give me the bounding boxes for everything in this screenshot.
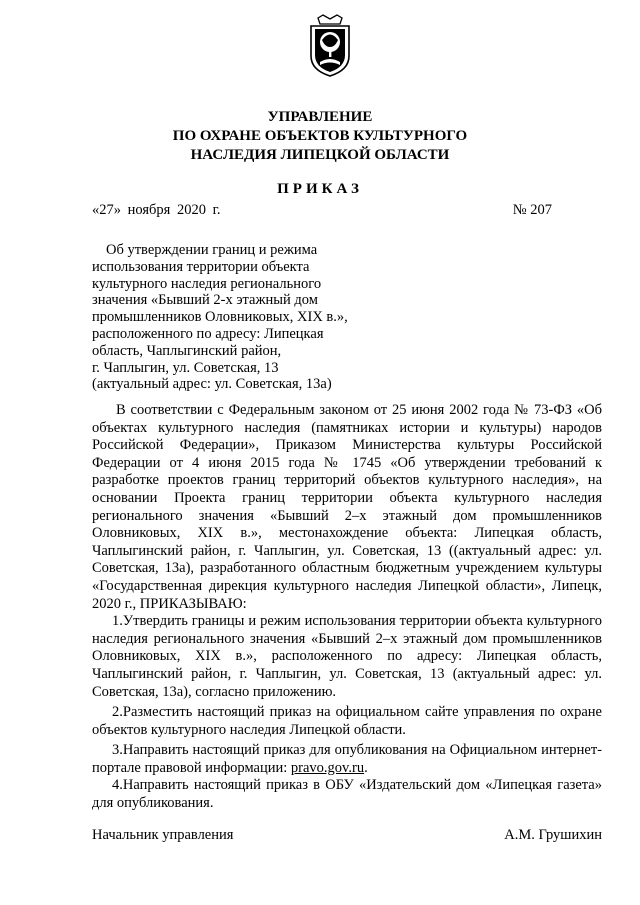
signature-block (92, 827, 602, 844)
signer-position: Начальник управления (92, 827, 234, 843)
coat-of-arms-icon (308, 14, 352, 78)
order-title: ПРИКАЗ (277, 181, 363, 197)
order-item-3-text: 3.Направить настоящий приказ для опубликования на Официальном интернет-портале правовой информации: (92, 742, 602, 776)
org-line-2: ПО ОХРАНЕ ОБЪЕКТОВ КУЛЬТУРНОГО (172, 128, 468, 144)
subject-line: расположенного по адресу: Липецкая (92, 325, 324, 342)
organization-name (0, 108, 640, 165)
order-item-3-end: . (364, 759, 368, 776)
pravo-link[interactable]: pravo.gov.ru (290, 759, 365, 776)
signer-name: А.М. Грушихин (504, 827, 602, 843)
subject-line: Об утверждении границ и режима (106, 242, 318, 258)
subject-line: промышленников Оловниковых, XIX в.», (92, 309, 348, 326)
subject-line: область, Чаплыгинский район, (92, 342, 282, 359)
subject-line: использования территории объекта (92, 258, 310, 275)
order-number: № 207 (512, 202, 552, 218)
order-item-4: 4.Направить настоящий приказ в ОБУ «Издательский дом «Липецкая газета» для опубликования. (92, 777, 602, 812)
subject-line: значения «Бывший 2-х этажный дом (92, 292, 318, 309)
order-item-1: 1.Утвердить границы и режим использования территории объекта культурного наследия регионального значения «Бывший 2–х этажный дом промышленников Оловниковых, XIX в.», расположенного по адресу: Липецкая область, Чаплыгинский район, г. Чаплыгин, ул. Советская, 13 (актуальный адрес: ул. Советская, 13а), согласно приложению. (92, 613, 602, 700)
preamble-paragraph: В соответствии с Федеральным законом от 25 июня 2002 года № 73-ФЗ «Об объектах культурного наследия (памятниках истории и культуры) народов Российской Федерации», Приказом Министерства культуры Российской Федерации от 4 июня 2015 года № 1745 «Об утверждении требований к разработке проектов границ территорий объектов культурного наследия», на основании Проекта границ территории объекта культурного наследия регионального значения «Бывший 2–х этажный дом промышленников Оловниковых, XIX в.», местонахождение объекта: Липецкая область, Чаплыгинский район, г. Чаплыгин, ул. Советская, 13 ((актуальный адрес: ул. Советская, 13а), разработанного областным бюджетным учреждением культуры «Государственная дирекция культурного наследия Липецкой области», Липецк, 2020 г., ПРИКАЗЫВАЮ: (92, 402, 602, 612)
org-line-1: УПРАВЛЕНИЕ (267, 109, 373, 125)
order-subject (92, 242, 392, 393)
order-date: «27» ноября 2020 г. (92, 202, 221, 218)
org-line-3: НАСЛЕДИЯ ЛИПЕЦКОЙ ОБЛАСТИ (190, 147, 450, 163)
subject-line: культурного наследия регионального (92, 275, 322, 292)
subject-line: г. Чаплыгин, ул. Советская, 13 (92, 359, 279, 376)
order-body (92, 402, 602, 813)
subject-line: (актуальный адрес: ул. Советская, 13а) (92, 376, 332, 393)
order-item-3 (92, 742, 602, 777)
order-item-2: 2.Разместить настоящий приказ на официальном сайте управления по охране объектов культурного наследия Липецкой области. (92, 704, 602, 738)
